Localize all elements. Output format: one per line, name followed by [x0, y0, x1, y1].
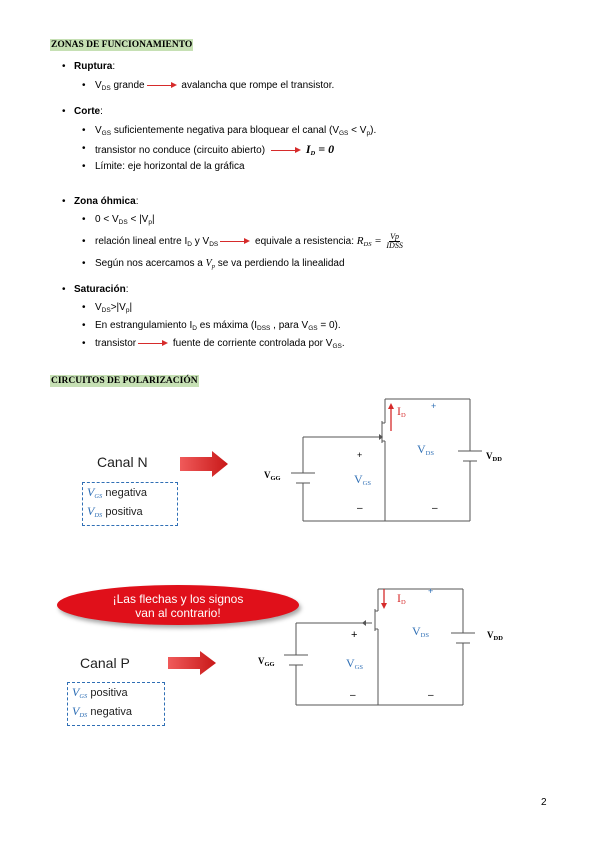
- saturacion-line1: $V_{DS}>|V_p|$: [95, 302, 133, 314]
- ruptura-line: $V_{DS}$ grande avalancha que rompe el transistor.: [95, 80, 335, 92]
- canal-p-label: Canal P: [80, 655, 130, 671]
- bullet: •: [82, 80, 86, 91]
- circuit-p-plus-top: +: [428, 586, 434, 596]
- circuit-p-id-label: $I_D$: [397, 591, 406, 606]
- section-heading-circuitos: CIRCUITOS DE POLARIZACIÓN: [51, 376, 198, 386]
- bullet: •: [82, 302, 86, 313]
- callout-line2: van al contrario!: [135, 606, 221, 620]
- circuit-n-vgg-label: $V_{GG}$: [264, 470, 281, 482]
- corte-line2: transistor no conduce (circuito abierto) $I_D = 0$: [95, 142, 335, 157]
- circuit-p-vgs-label: $V_{GS}$: [346, 656, 363, 671]
- canal-p-vds-line: $V_{DS}$ negativa: [72, 704, 132, 719]
- corte-title: Corte: [74, 106, 101, 117]
- bullet: •: [82, 214, 86, 225]
- bullet: •: [82, 236, 86, 247]
- canal-n-vds-line: $V_{DS}$ positiva: [87, 504, 143, 519]
- ruptura-title: Ruptura: [74, 61, 113, 72]
- circuit-p-minus-ds: –: [428, 690, 434, 701]
- corte-line3: Límite: eje horizontal de la gráfica: [95, 161, 245, 172]
- ohmica-title-row: Zona óhmica:: [74, 196, 139, 207]
- bullet: •: [82, 143, 86, 154]
- bullet: •: [62, 106, 66, 117]
- circuit-n-minus-ds: –: [432, 503, 438, 514]
- bullet: •: [62, 196, 66, 207]
- circuit-p-diagram: [248, 583, 523, 713]
- circuit-n-minus-gs: –: [357, 503, 363, 514]
- bullet: •: [82, 161, 86, 172]
- circuit-n-plus-top: +: [431, 401, 437, 411]
- red-block-arrow-icon: [168, 651, 216, 675]
- callout-line1: ¡Las flechas y los signos: [112, 592, 244, 606]
- ohmica-line1: $0 < V_{DS} < |V_p|$: [95, 214, 155, 226]
- bullet: •: [62, 284, 66, 295]
- canal-p-polarity-box: [67, 682, 165, 726]
- right-arrow-icon: [138, 339, 168, 347]
- right-arrow-icon: [147, 81, 177, 89]
- circuit-n-id-label: $I_D$: [397, 404, 406, 419]
- right-arrow-icon: [220, 238, 250, 246]
- bullet: •: [82, 125, 86, 136]
- circuit-p-vds-label: $V_{DS}$: [412, 624, 429, 639]
- red-block-arrow-icon: [180, 451, 228, 477]
- circuit-p-vgg-label: $V_{GG}$: [258, 656, 275, 668]
- circuit-p-plus-gs: +: [351, 629, 358, 641]
- canal-n-label: Canal N: [97, 454, 148, 470]
- corte-line1: $V_{GS}$ suficientemente negativa para bloquear el canal $(V_{GS} < V_p)$.: [95, 125, 377, 137]
- bullet: •: [82, 320, 86, 331]
- ohmica-line2: relación lineal entre $I_D$ y $V_{DS}$ equivale a resistencia: $R_{DS}$ = $\frac{Vp}{\text{IDSS}}$: [95, 232, 403, 250]
- saturacion-title-row: Saturación:: [74, 284, 129, 295]
- resistance-fraction: $\frac{Vp}{\text{IDSS}}$: [386, 232, 403, 250]
- bullet: •: [82, 258, 86, 269]
- circuit-n-plus-gs: +: [357, 450, 363, 460]
- bullet: •: [62, 61, 66, 72]
- corte-title-row: Corte:: [74, 106, 103, 117]
- circuit-p-vdd-label: $V_{DD}$: [487, 630, 503, 642]
- circuit-p-minus-gs: –: [350, 690, 356, 701]
- saturacion-title: Saturación: [74, 284, 126, 295]
- saturacion-line3: transistor fuente de corriente controlada por $V_{GS}$.: [95, 338, 345, 350]
- circuit-n-vgs-label: $V_{GS}$: [354, 472, 371, 487]
- ruptura-title-row: Ruptura:: [74, 61, 116, 72]
- ohmica-title: Zona óhmica: [74, 196, 136, 207]
- canal-n-vgs-line: $V_{GS}$ negativa: [87, 485, 147, 500]
- circuit-n-vdd-label: $V_{DD}$: [486, 451, 502, 463]
- canal-p-vgs-line: $V_{GS}$ positiva: [72, 685, 128, 700]
- ohmica-line3: Según nos acercamos a $V_p$ se va perdiendo la linealidad: [95, 258, 345, 270]
- canal-n-polarity-box: [82, 482, 178, 526]
- right-arrow-icon: [271, 146, 301, 154]
- section-heading-zonas: ZONAS DE FUNCIONAMIENTO: [51, 40, 193, 50]
- saturacion-line2: En estrangulamiento $I_D$ es máxima ($I_{DSS}$ , para $V_{GS} = 0$).: [95, 320, 341, 332]
- page-number: 2: [541, 797, 547, 808]
- circuit-n-vds-label: $V_{DS}$: [417, 442, 434, 457]
- bullet: •: [82, 338, 86, 349]
